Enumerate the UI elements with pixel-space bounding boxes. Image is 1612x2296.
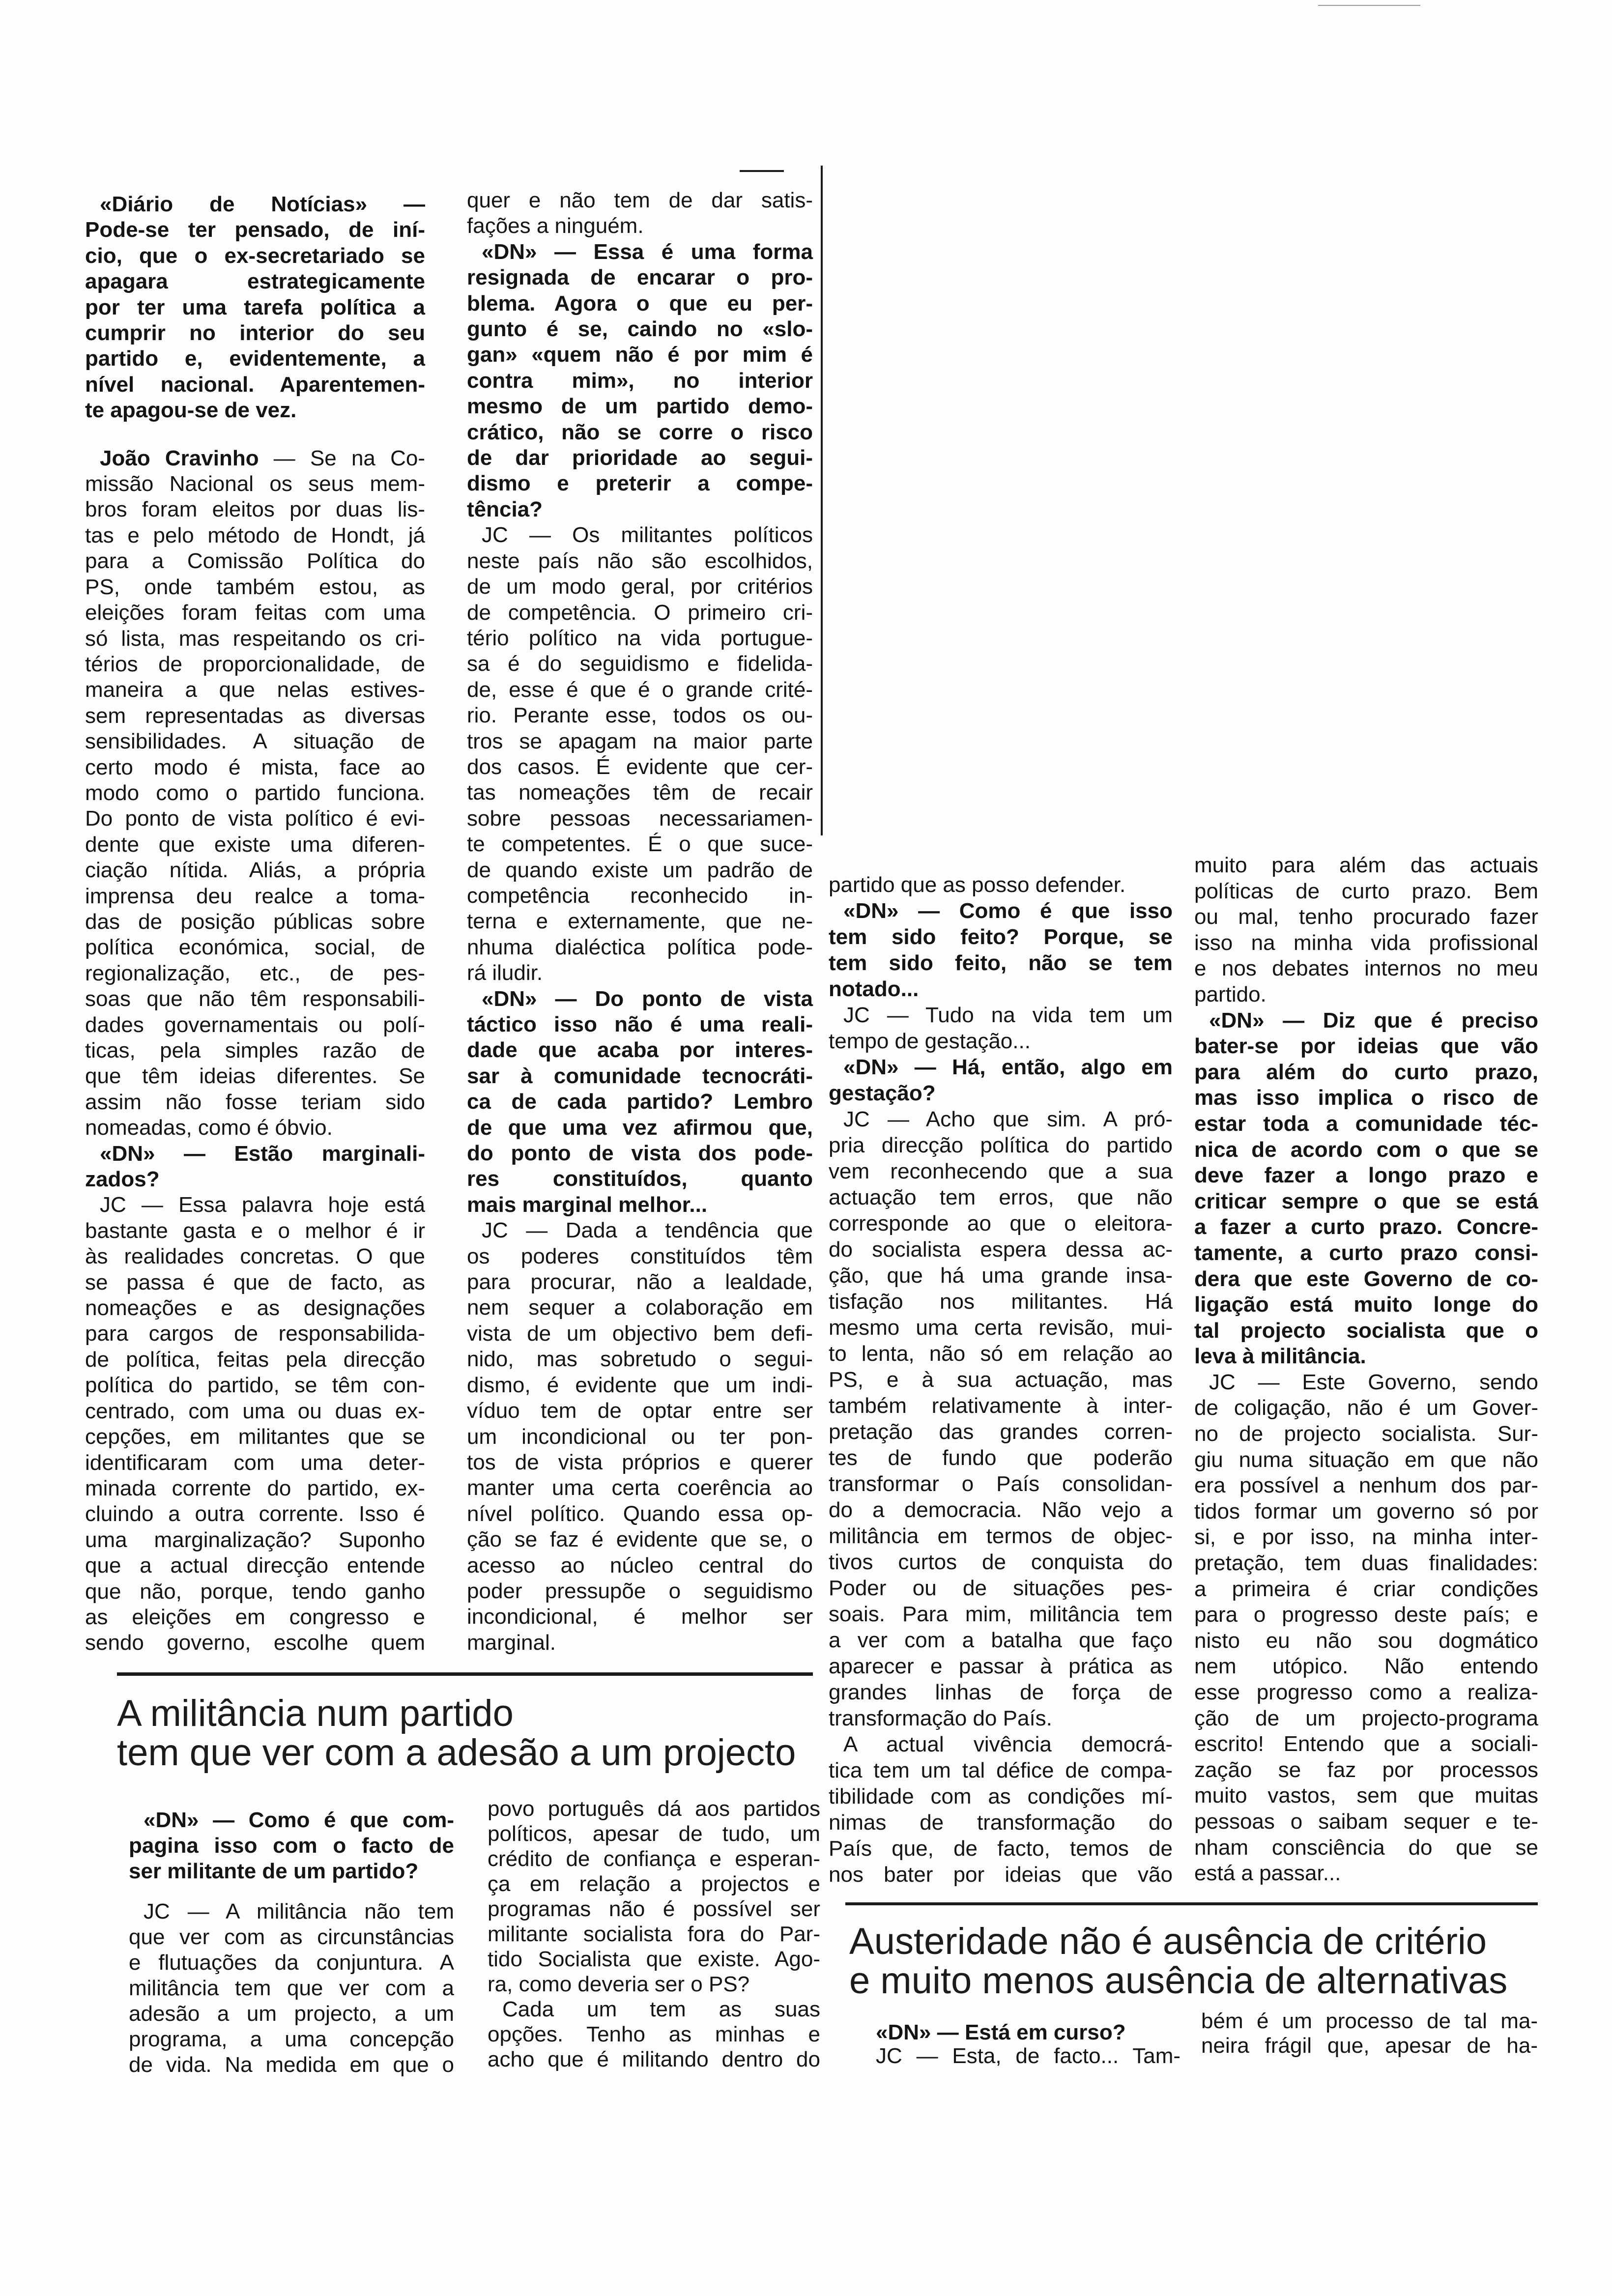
paragraph-answer <box>129 1899 454 2078</box>
text-line: de que uma vez afirmou que, <box>467 1115 813 1140</box>
text-line: era possível a nenhum dos par- <box>1194 1473 1538 1498</box>
text-line: tisfação nos militantes. Há <box>829 1290 1173 1314</box>
text-line: giu numa situação em que não <box>1194 1447 1538 1472</box>
text-line: minada corrente do partido, ex- <box>85 1476 425 1500</box>
text-line: «DN» — Como é que isso <box>843 899 1173 923</box>
text-line: só lista, mas respeitando os cri- <box>85 626 425 651</box>
text-line: tas e pelo método de Hondt, já <box>85 523 425 547</box>
text-line: quer e não tem de dar satis- <box>467 188 813 212</box>
text-line: programa, a uma concepção <box>129 2027 454 2051</box>
text-line: ca de cada partido? Lembro <box>467 1090 813 1114</box>
paragraph-continuation <box>1194 853 1538 1008</box>
text-line: nível nacional. Aparentemen- <box>85 372 425 397</box>
text-line: Do ponto de vista político é evi- <box>85 806 425 831</box>
text-line: tem sido feito? Porque, se <box>829 925 1173 949</box>
text-line: e nos debates internos no meu <box>1194 956 1538 981</box>
text-line: tério político na vida portugue- <box>467 626 813 650</box>
text-line: cluindo a outra corrente. Isso é <box>85 1502 425 1526</box>
text-line: pria direcção política do partido <box>829 1133 1173 1157</box>
text-line: isso na minha vida profissional <box>1194 930 1538 955</box>
text-line: do socialista espera dessa ac- <box>829 1237 1173 1262</box>
text-line: bastante gasta e o melhor é ir <box>85 1218 425 1243</box>
text-line: bater-se por ideias que vão <box>1194 1034 1538 1059</box>
text-line: transformação do País. <box>829 1706 1052 1730</box>
text-line: tal projecto socialista que o <box>1194 1318 1538 1343</box>
text-line: nhuma dialéctica política pode- <box>467 935 813 959</box>
text-line: si, e por isso, na minha inter- <box>1194 1525 1538 1550</box>
text-line: partido. <box>1194 982 1267 1006</box>
text-line: nomeadas, como é óbvio. <box>85 1116 333 1140</box>
text-line: sa é do seguidismo e fidelida- <box>467 652 813 676</box>
text-line: dismo, é evidente que um indi- <box>467 1373 813 1397</box>
text-line: e flutuações da conjuntura. A <box>129 1951 454 1975</box>
paragraph-question <box>861 2021 1180 2044</box>
text-line: pessoas o saibam sequer e te- <box>1194 1809 1538 1834</box>
text-line: a ver com a batalha que faço <box>829 1628 1173 1652</box>
text-line: imprensa deu realce a toma- <box>85 884 425 908</box>
text-line: transformar o País consolidan- <box>829 1472 1173 1496</box>
text-line: poder pressupõe o seguidismo <box>467 1578 813 1603</box>
text-line: está a passar... <box>1194 1861 1341 1886</box>
paragraph-answer <box>85 1192 425 1656</box>
paragraph-continuation <box>467 188 813 239</box>
column-top-rule <box>740 170 784 172</box>
text-line: às realidades concretas. O que <box>85 1244 425 1269</box>
text-line: militante socialista fora do Par- <box>488 1922 820 1946</box>
text-line: JC — Dada a tendência que <box>482 1218 813 1243</box>
text-line: JC — A militância não tem <box>144 1899 454 1923</box>
column-2-bottom <box>488 1796 820 2072</box>
text-line: nem sequer a colaboração em <box>467 1295 813 1320</box>
text-line: «DN» — Diz que é preciso <box>1209 1008 1538 1033</box>
headline-line: e muito menos ausência de alternativas <box>849 1960 1508 2002</box>
paragraph-answer <box>1194 1370 1538 1887</box>
text-line: partido que as posso defender. <box>829 873 1126 897</box>
text-line: pretação, tem duas finalidades: <box>1194 1551 1538 1576</box>
paragraph-question <box>829 898 1173 1002</box>
text-line: neira frágil que, apesar de ha- <box>1201 2034 1538 2058</box>
text-line: acho que é militando dentro do <box>488 2047 820 2071</box>
text-line: também relativamente à inter- <box>829 1394 1173 1418</box>
text-line: povo português dá aos partidos <box>488 1797 820 1821</box>
text-line: notado... <box>829 977 919 1001</box>
text-line: vem reconhecendo que a sua <box>829 1159 1173 1183</box>
text-line: assim não fosse teriam sido <box>85 1090 425 1114</box>
text-line: País que, de facto, temos de <box>829 1837 1173 1861</box>
text-line: ção de um projecto-programa <box>1194 1706 1538 1730</box>
text-line: tem sido feito, não se tem <box>829 951 1173 975</box>
text-line: nem utópico. Não entendo <box>1194 1654 1538 1679</box>
text-line: no de projecto socialista. Sur- <box>1194 1422 1538 1446</box>
text-line: mesmo de um partido demo- <box>467 394 813 419</box>
text-line: das de posição públicas sobre <box>85 909 425 934</box>
text-line: soas que não têm responsabili- <box>85 987 425 1011</box>
text-line: tos de vista próprios e querer <box>467 1450 813 1474</box>
headline-line: Austeridade não é ausência de critério <box>849 1921 1487 1962</box>
text-line: dera que este Governo de co- <box>1194 1266 1538 1291</box>
text-line: crático, não se corre o risco <box>467 420 813 444</box>
text-line: zados? <box>85 1167 160 1192</box>
text-line: mesmo uma certa revisão, mui- <box>829 1316 1173 1340</box>
text-line: nível político. Quando essa op- <box>467 1501 813 1526</box>
text-line: aparecer e passar à prática as <box>829 1654 1173 1678</box>
text-line: JC — Esta, de facto... Tam- <box>876 2044 1180 2068</box>
text-line: as eleições em congresso e <box>85 1605 425 1629</box>
text-line: Pode-se ter pensado, de iní- <box>85 218 425 242</box>
text-line: tros se apagam na maior parte <box>467 729 813 753</box>
text-line: tas nomeações têm de recair <box>467 780 813 805</box>
text-line: sensibilidades. A situação de <box>85 729 425 754</box>
paragraph-question <box>467 239 813 522</box>
text-line: corresponde ao que o eleitora- <box>829 1211 1173 1235</box>
text-line: «DN» — Do ponto de vista <box>482 986 813 1011</box>
text-line: os poderes constituídos têm <box>467 1244 813 1268</box>
text-line: PS, e à sua actuação, mas <box>829 1368 1173 1392</box>
headline-rule-militancia <box>117 1672 813 1676</box>
text-line: muito para além das actuais <box>1194 853 1538 877</box>
speaker-name: João Cravinho <box>100 446 259 470</box>
text-line: centrado, com uma ou duas ex- <box>85 1399 425 1423</box>
paragraph-continuation <box>829 872 1173 898</box>
text-line: táctico isso não é uma reali- <box>467 1012 813 1036</box>
paragraph-question <box>85 1141 425 1193</box>
text-line: dades governamentais ou polí- <box>85 1012 425 1037</box>
text-line: res constituídos, quanto <box>467 1167 813 1191</box>
text-line: gan» «quem não é por mim é <box>467 343 813 367</box>
text-line: sobre pessoas necessariamen- <box>467 806 813 831</box>
text-line: militância em termos de objec- <box>829 1524 1173 1548</box>
line-text: — Se na Co- <box>273 446 425 470</box>
text-line: modo como o partido funciona. <box>85 780 425 805</box>
text-line: tamente, a curto prazo consi- <box>1194 1240 1538 1265</box>
headline-line: tem que ver com a adesão a um projecto <box>117 1732 796 1774</box>
text-line: grandes linhas de força de <box>829 1680 1173 1704</box>
paragraph-answer <box>829 1731 1173 1888</box>
text-line: terna e externamente, que ne- <box>467 909 813 934</box>
paragraph-answer <box>488 1997 820 2072</box>
text-line: neste país não são escolhidos, <box>467 548 813 573</box>
headline-austeridade <box>849 1922 1507 2001</box>
text-line: muito vastos, sem que muitas <box>1194 1783 1538 1808</box>
text-line: leva à militância. <box>1194 1344 1366 1369</box>
paragraph-answer <box>467 522 813 986</box>
headline-line: A militância num partido <box>117 1693 514 1734</box>
text-line: tibilidade com as condições mí- <box>829 1784 1173 1808</box>
text-line: nos bater por ideias que vão <box>829 1863 1173 1887</box>
text-line: deve fazer a longo prazo e <box>1194 1163 1538 1188</box>
text-line: «DN» — Está em curso? <box>876 2020 1126 2044</box>
text-line: JC — Tudo na vida tem um <box>843 1003 1173 1027</box>
text-line: te apagou-se de vez. <box>85 398 297 423</box>
text-line: nido, mas sobretudo o segui- <box>467 1347 813 1372</box>
text-line: que têm ideias diferentes. Se <box>85 1064 425 1089</box>
text-line: crédito de confiança e esperan- <box>488 1847 820 1871</box>
text-line: ção se faz é evidente que se, o <box>467 1527 813 1552</box>
text-line: criticar sempre o que se está <box>1194 1189 1538 1213</box>
text-line: cio, que o ex-secretariado se <box>85 243 425 268</box>
paragraph-answer <box>829 1002 1173 1054</box>
text-line: bém é um processo de tal ma- <box>1201 2009 1538 2033</box>
text-line: bros foram eleitos por duas lis- <box>85 497 425 522</box>
text-line: de política, feitas pela direcção <box>85 1347 425 1372</box>
text-line: nomeações e as designações <box>85 1296 425 1320</box>
text-line: manter uma certa coerência ao <box>467 1476 813 1500</box>
text-line: ciação nítida. Aliás, a própria <box>85 858 425 883</box>
text-line: se passa é que de facto, as <box>85 1270 425 1294</box>
text-line: pretação das grandes corren- <box>829 1420 1173 1444</box>
scan-mark <box>1318 5 1420 6</box>
text-line: tivos curtos de conquista do <box>829 1550 1173 1574</box>
text-line: programas não é possível ser <box>488 1897 820 1921</box>
text-line: de competência. O primeiro cri- <box>467 600 813 625</box>
column-3-bottom <box>861 2021 1180 2068</box>
text-line: JC — Os militantes políticos <box>482 523 813 547</box>
column-1-bottom <box>129 1808 454 2078</box>
text-line: «DN» — Essa é uma forma <box>482 239 813 264</box>
text-line: sendo governo, escolhe quem <box>85 1631 425 1655</box>
text-line: víduo tem de optar entre ser <box>467 1399 813 1423</box>
text-line: a primeira é criar condições <box>1194 1577 1538 1601</box>
text-line: acesso ao núcleo central do <box>467 1553 813 1578</box>
text-line: identificaram com uma deter- <box>85 1450 425 1475</box>
text-line: incondicional, é melhor ser <box>467 1605 813 1629</box>
text-line: actuação tem erros, que não <box>829 1185 1173 1209</box>
text-line: para procurar, não a lealdade, <box>467 1270 813 1294</box>
text-line: soais. Para mim, militância tem <box>829 1602 1173 1626</box>
headline-militancia <box>117 1694 796 1773</box>
paragraph-answer <box>829 1106 1173 1731</box>
text-line: to lenta, não só em relação ao <box>829 1342 1173 1366</box>
text-line: dente que existe uma diferen- <box>85 832 425 857</box>
text-line: nica de acordo com o que se <box>1194 1137 1538 1162</box>
text-line: para o progresso deste país; e <box>1194 1603 1538 1627</box>
text-line: que não, porque, tendo ganho <box>85 1579 425 1604</box>
text-line: que ver com as circunstâncias <box>129 1925 454 1949</box>
text-line: JC — Este Governo, sendo <box>1209 1370 1538 1394</box>
text-line: de, esse é que é o grande crité- <box>467 677 813 702</box>
text-line: térios de proporcionalidade, de <box>85 652 425 676</box>
text-line: tempo de gestação... <box>829 1029 1031 1053</box>
text-line: tica tem um tal défice de compa- <box>829 1758 1173 1782</box>
text-line: mas isso implica o risco de <box>1194 1086 1538 1110</box>
text-line: «DN» — Como é que com- <box>144 1808 454 1832</box>
text-line: políticos, apesar de tudo, um <box>488 1822 820 1846</box>
text-line: nimas de transformação do <box>829 1810 1173 1835</box>
text-line: política do partido, se têm con- <box>85 1373 425 1398</box>
paragraph-continuation <box>1201 2009 1538 2058</box>
text-line: nham consciência do que se <box>1194 1835 1538 1860</box>
column-4 <box>1194 853 1538 1887</box>
text-line: para cargos de responsabilida- <box>85 1321 425 1346</box>
text-line: «Diário de Notícias» — <box>100 192 425 216</box>
text-line: tes de fundo que poderão <box>829 1446 1173 1470</box>
text-line: tência? <box>467 497 543 521</box>
text-line: ou mal, tenho procurado fazer <box>1194 905 1538 929</box>
text-line: ça em relação a projectos e <box>488 1872 820 1896</box>
text-line: gestação? <box>829 1081 936 1105</box>
text-line: políticas de curto prazo. Bem <box>1194 879 1538 903</box>
text-line: ção, que há uma grande insa- <box>829 1263 1173 1288</box>
text-line: sar à comunidade tecnocráti- <box>467 1063 813 1088</box>
text-line: do a democracia. Não vejo a <box>829 1498 1173 1522</box>
text-line: regionalização, etc., de pes- <box>85 961 425 985</box>
text-line: missão Nacional os seus mem- <box>85 472 425 496</box>
text-line: PS, onde também estou, as <box>85 574 425 599</box>
text-line: ligação está muito longe do <box>1194 1292 1538 1317</box>
column-3 <box>829 872 1173 1888</box>
text-line: ra, como deveria ser o PS? <box>488 1972 750 1996</box>
text-line: certo modo é mista, face ao <box>85 755 425 779</box>
text-line: te competentes. É o que suce- <box>467 832 813 857</box>
text-line: opções. Tenho as minhas e <box>488 2022 820 2046</box>
text-line: rio. Perante esse, todos os ou- <box>467 703 813 728</box>
text-line: apagara estrategicamente <box>85 269 425 294</box>
paragraph-question <box>129 1808 454 1884</box>
text-line: cumprir no interior do seu <box>85 321 425 345</box>
paragraph-answer <box>467 1218 813 1656</box>
text-line: «DN» — Há, então, algo em <box>843 1055 1173 1079</box>
text-line: tido Socialista que existe. Ago- <box>488 1947 820 1971</box>
text-line: sem representadas as diversas <box>85 703 425 728</box>
text-line: vista de um objectivo bem defi- <box>467 1321 813 1346</box>
text-line: A actual vivência democrá- <box>843 1732 1173 1756</box>
text-line: estar toda a comunidade téc- <box>1194 1111 1538 1136</box>
text-line: de dar prioridade ao segui- <box>467 446 813 470</box>
text-line: ticas, pela simples razão de <box>85 1038 425 1062</box>
text-line: uma marginalização? Suponho <box>85 1527 425 1552</box>
paragraph-continuation <box>488 1796 820 1997</box>
text-line: fações a ninguém. <box>467 214 644 238</box>
paragraph-question <box>829 1054 1173 1106</box>
text-line: mais marginal melhor... <box>467 1192 708 1217</box>
column-2 <box>467 188 813 1656</box>
text-line: rá iludir. <box>467 961 543 985</box>
text-line: de quando existe um padrão de <box>467 858 813 882</box>
text-line: JC — Essa palavra hoje está <box>100 1193 425 1217</box>
text-line: de vida. Na medida em que o <box>129 2053 454 2077</box>
text-line: ser militante de um partido? <box>129 1859 419 1883</box>
text-line: a fazer a curto prazo. Concre- <box>1194 1215 1538 1239</box>
text-line: escrito! Entendo que a sociali- <box>1194 1732 1538 1756</box>
headline-rule-austeridade <box>845 1902 1538 1905</box>
paragraph-lead <box>85 192 425 424</box>
text-line: gunto é se, caindo no «slo- <box>467 317 813 342</box>
text-line: um incondicional ou ter pon- <box>467 1424 813 1449</box>
text-line: tidos formar um governo só por <box>1194 1499 1538 1523</box>
text-line: zação se faz por processos <box>1194 1757 1538 1782</box>
text-line: militância tem que ver com a <box>129 1976 454 2000</box>
paragraph-answer <box>85 446 425 1141</box>
text-line: cepções, em militantes que se <box>85 1425 425 1449</box>
text-line: para além do curto prazo, <box>1194 1060 1538 1084</box>
text-line: por ter uma tarefa política a <box>85 295 425 319</box>
text-line: do ponto de vista dos pode- <box>467 1141 813 1166</box>
text-line: para a Comissão Política do <box>85 549 425 574</box>
text-line: partido e, evidentemente, a <box>85 346 425 371</box>
column-4-bottom <box>1201 2009 1538 2058</box>
text-line: esse progresso como a realiza- <box>1194 1680 1538 1704</box>
text-line: política económica, social, de <box>85 935 425 960</box>
text-line: eleições foram feitas com uma <box>85 601 425 625</box>
text-line: resignada de encarar o pro- <box>467 265 813 290</box>
text-line: adesão a um projecto, a um <box>129 2002 454 2026</box>
text-line: JC — Acho que sim. A pró- <box>843 1107 1173 1131</box>
text-line: dismo e preterir a compe- <box>467 471 813 496</box>
text-line: de coligação, não é um Gover- <box>1194 1396 1538 1420</box>
text-line: contra mim», no interior <box>467 368 813 393</box>
paragraph-answer <box>861 2044 1180 2068</box>
paragraph-question <box>467 986 813 1218</box>
text-line <box>85 446 425 471</box>
text-line: maneira a que nelas estives- <box>85 678 425 702</box>
text-line: pagina isso com o facto de <box>129 1834 454 1858</box>
text-line: competência reconhecido in- <box>467 883 813 908</box>
column-1 <box>85 192 425 1656</box>
text-line: marginal. <box>467 1630 556 1655</box>
text-line: dade que acaba por interes- <box>467 1038 813 1062</box>
text-line: dos casos. É evidente que cer- <box>467 754 813 779</box>
text-line: que a actual direcção entende <box>85 1553 425 1578</box>
text-line: Cada um tem as suas <box>502 1997 820 2021</box>
text-line: de um modo geral, por critérios <box>467 574 813 599</box>
text-line: nisto eu não sou dogmático <box>1194 1628 1538 1653</box>
column-divider-rule <box>821 166 823 835</box>
text-line: blema. Agora o que eu per- <box>467 291 813 316</box>
paragraph-question <box>1194 1008 1538 1370</box>
text-line: «DN» — Estão marginali- <box>100 1141 425 1166</box>
text-line: Poder ou de situações pes- <box>829 1576 1173 1600</box>
